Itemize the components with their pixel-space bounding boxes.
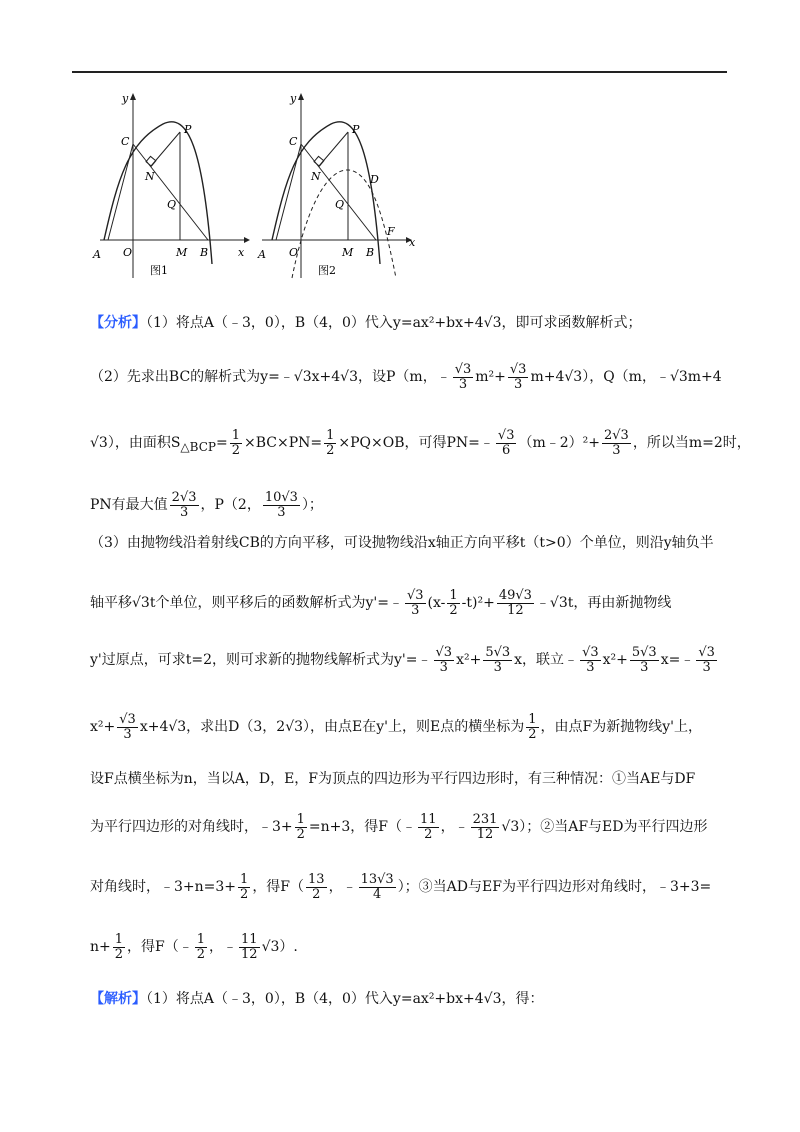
fig2-label-n: N [311,170,321,183]
solution-tag: 【解析】 [90,991,146,1007]
fig2-label-p: P [352,123,360,136]
solution-line-1: 【解析】（1）将点A（﹣3，0），B（4，0）代入y=ax²+bx+4√3，得： [90,991,544,1007]
fig1-label-y: y [122,92,129,105]
fig2-label-m: M [342,246,354,259]
fig1-label-x: x [238,246,245,259]
fig1-label-c: C [121,135,130,148]
fig1-caption: 图1 [150,264,168,277]
analysis-line-4: PN有最大值 $\frac{2√3}{3}$ ，P（2， $\frac{10√3}{3}$ ）； [90,489,323,520]
figure-2 [254,88,434,283]
analysis-line-12: n+ $\frac{1}{2}$ ，得F（﹣ $\frac{1}{2}$ ，﹣ $\frac{11}{12}$ √3）. [90,931,298,962]
fig1-label-a: A [93,248,101,261]
fig2-label-o: O [289,246,299,259]
analysis-line-9: 设F点横坐标为n，当以A，D，E，F为顶点的四边形为平行四边形时，有三种情况：①当AE与DF [90,771,696,787]
fig2-label-d: D [370,173,379,186]
figure-1 [88,88,258,283]
fig1-label-q: Q [167,198,177,211]
analysis-line-11: 对角线时，﹣3+n=3+ $\frac{1}{2}$ ，得F（ $\frac{13}{2}$ ，﹣ $\frac{13√3}{4}$ ）；③当AD与EF为平行四边形对角线时，﹣3+3= [90,871,712,902]
fig2-label-x: x [409,236,416,249]
analysis-line-1: 【分析】（1）将点A（﹣3，0），B（4，0）代入y=ax²+bx+4√3，即可求函数解析式； [90,315,642,331]
fig2-label-f: F [387,225,395,238]
fig2-caption: 图2 [318,264,336,277]
analysis-line-3: √3），由面积$S_{\triangle BCP}=$ $\frac{1}{2}$ ×BC×PN= $\frac{1}{2}$ ×PQ×OB，可得PN=﹣ $\frac{√3}{6}$ （m﹣2）²+ $\frac{2√3}{3}$ ，所以当m=2时， [90,427,751,458]
fig1-label-b: B [200,246,209,259]
analysis-line-7: y'过原点，可求t=2，则可求新的抛物线解析式为y'=﹣ $\frac{√3}{3}$ x²+ $\frac{5√3}{3}$ x，联立﹣ $\frac{√3}{3}$ x²+ $\frac{5√3}{3}$ x=﹣ $\frac{√3}{3}$ [90,644,715,675]
fig1-label-m: M [176,246,188,259]
analysis-line-2: （2）先求出BC的解析式为y=﹣√3x+4√3，设P（m，﹣ $\frac{√3}{3}$ m²+ $\frac{√3}{3}$ m+4√3），Q（m，﹣√3m+4 [90,361,722,392]
analysis-line-6: 轴平移√3t个单位，则平移后的函数解析式为y'=﹣ $\frac{√3}{3}$ (x- $\frac{1}{2}$ -t)²+ $\frac{49√3}{12}$ ﹣√3t，再由新抛物线 [90,587,672,618]
analysis-line-5: （3）由抛物线沿着射线CB的方向平移，可设抛物线沿x轴正方向平移t（t>0）个单位，则沿y轴负半 [90,535,714,551]
fig2-label-a: A [258,248,266,261]
fig2-label-c: C [289,135,298,148]
fig1-label-p: P [184,123,192,136]
fig2-label-y: y [290,92,297,105]
header-rule [72,71,727,73]
analysis-line-10: 为平行四边形的对角线时，﹣3+ $\frac{1}{2}$ =n+3，得F（﹣ $\frac{11}{2}$ ，﹣ $\frac{231}{12}$ √3）；②当AF与ED为平行四边形 [90,811,708,842]
fig2-label-q: Q [335,198,345,211]
fig1-label-n: N [145,170,155,183]
fig1-label-o: O [123,246,133,259]
analysis-line-8: x²+ $\frac{√3}{3}$ x+4√3，求出D（3，2√3），由点E在y'上，则E点的横坐标为 $\frac{1}{2}$ ，由点F为新抛物线y'上， [90,711,703,742]
fig2-label-b: B [366,246,375,259]
analysis-tag: 【分析】 [90,315,146,331]
